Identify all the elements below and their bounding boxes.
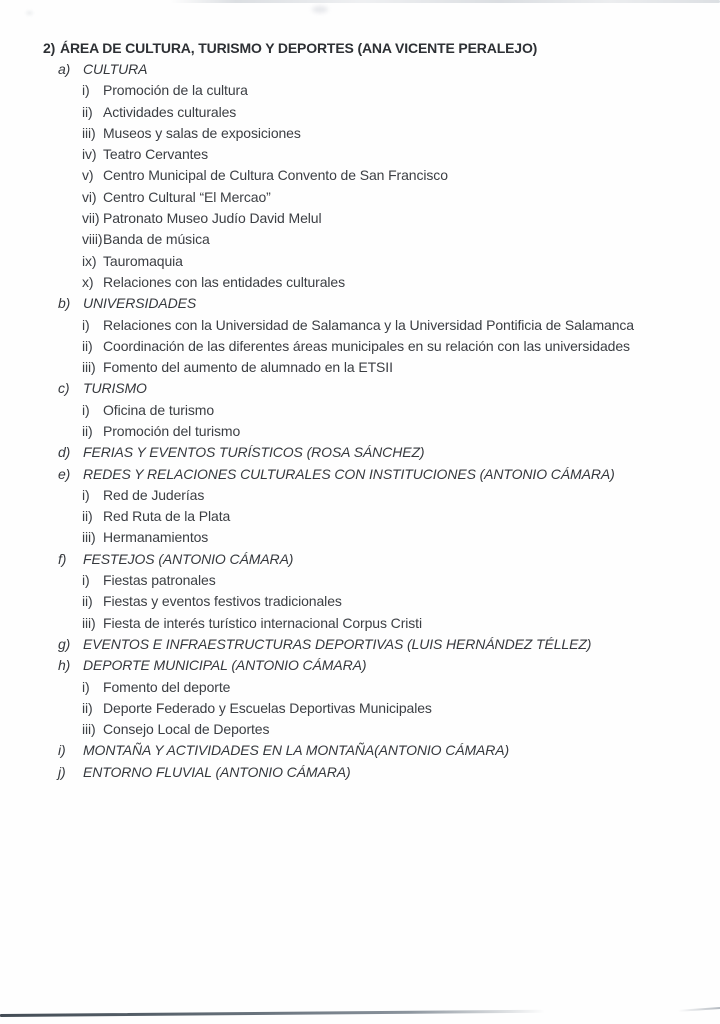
item-text: Coordinación de las diferentes áreas municipales en su relación con las universidades <box>103 337 630 354</box>
section-row <box>0 442 720 463</box>
list-item <box>0 676 720 697</box>
item-text: Deporte Federado y Escuelas Deportivas Municipales <box>103 699 432 716</box>
outline-section <box>0 655 720 740</box>
item-text: Red de Juderías <box>103 486 205 503</box>
section-letter: i) <box>58 742 66 759</box>
item-numeral: i) <box>82 82 90 99</box>
list-item <box>0 356 720 377</box>
item-numeral: iii) <box>82 721 96 738</box>
list-item <box>0 612 720 633</box>
section-title: CULTURA <box>83 60 148 77</box>
list-item <box>0 719 720 740</box>
list-item <box>0 335 720 356</box>
section-heading <box>0 37 720 58</box>
outline-section <box>0 463 720 548</box>
outline-section <box>0 740 720 761</box>
list-item <box>0 271 720 292</box>
section-row <box>0 378 720 399</box>
item-numeral: i) <box>82 486 90 503</box>
outline-section <box>0 633 720 654</box>
list-item <box>0 80 720 101</box>
item-text: Fiesta de interés turístico internacional Corpus Cristi <box>103 614 422 631</box>
item-text: Actividades culturales <box>103 103 237 120</box>
item-numeral: iv) <box>82 146 97 163</box>
item-numeral: v) <box>82 167 94 184</box>
scan-artifact-smudge-left <box>26 11 33 15</box>
item-numeral: i) <box>82 572 90 589</box>
outline-list <box>0 58 720 782</box>
item-numeral: i) <box>82 316 90 333</box>
page-title: ÁREA DE CULTURA, TURISMO Y DEPORTES (ANA VICENTE PERALEJO) <box>60 39 538 56</box>
item-text: Centro Cultural “El Mercao” <box>103 188 271 205</box>
item-text: Promoción de la cultura <box>103 82 248 99</box>
section-letter: g) <box>58 635 71 652</box>
document-content <box>0 37 720 782</box>
item-numeral: iii) <box>82 614 96 631</box>
item-numeral: ii) <box>82 422 93 439</box>
item-numeral: vii) <box>82 210 100 227</box>
section-letter: h) <box>58 657 71 674</box>
section-title: EVENTOS E INFRAESTRUCTURAS DEPORTIVAS (LUIS HERNÁNDEZ TÉLLEZ) <box>83 635 592 652</box>
item-text: Fomento del aumento de alumnado en la ETSII <box>103 359 393 376</box>
item-numeral: ii) <box>82 337 93 354</box>
list-item <box>0 314 720 335</box>
outline-section <box>0 293 720 378</box>
item-numeral: ii) <box>82 508 93 525</box>
item-numeral: ii) <box>82 699 93 716</box>
list-item <box>0 527 720 548</box>
item-numeral: ix) <box>82 252 97 269</box>
section-title: REDES Y RELACIONES CULTURALES CON INSTITUCIONES (ANTONIO CÁMARA) <box>83 465 615 482</box>
section-title: FESTEJOS (ANTONIO CÁMARA) <box>83 550 294 567</box>
item-numeral: viii) <box>82 231 103 248</box>
item-numeral: ii) <box>82 593 93 610</box>
item-text: Promoción del turismo <box>103 422 241 439</box>
list-item <box>0 399 720 420</box>
section-letter: b) <box>58 295 71 312</box>
item-text: Fiestas patronales <box>103 572 216 589</box>
section-letter: j) <box>58 763 66 780</box>
section-title: TURISMO <box>83 380 147 397</box>
item-numeral: iii) <box>82 359 96 376</box>
section-row <box>0 463 720 484</box>
section-title: DEPORTE MUNICIPAL (ANTONIO CÁMARA) <box>83 657 367 674</box>
list-item <box>0 420 720 441</box>
section-row <box>0 740 720 761</box>
scan-artifact-bottom-line <box>0 1010 545 1017</box>
list-item <box>0 484 720 505</box>
section-row <box>0 633 720 654</box>
scan-artifact-smudge <box>312 6 328 13</box>
list-item <box>0 591 720 612</box>
section-title: ENTORNO FLUVIAL (ANTONIO CÁMARA) <box>83 763 351 780</box>
list-item <box>0 229 720 250</box>
list-item <box>0 207 720 228</box>
section-title: MONTAÑA Y ACTIVIDADES EN LA MONTAÑA(ANTONIO CÁMARA) <box>83 742 510 759</box>
item-text: Centro Municipal de Cultura Convento de San Francisco <box>103 167 448 184</box>
scan-artifact-bottom-line-right <box>678 1007 720 1012</box>
list-item <box>0 506 720 527</box>
item-text: Fiestas y eventos festivos tradicionales <box>103 593 342 610</box>
list-item <box>0 186 720 207</box>
section-row <box>0 548 720 569</box>
section-letter: c) <box>58 380 70 397</box>
section-letter: f) <box>58 550 67 567</box>
item-text: Tauromaquia <box>103 252 183 269</box>
section-title: FERIAS Y EVENTOS TURÍSTICOS (ROSA SÁNCHEZ) <box>83 444 425 461</box>
item-text: Oficina de turismo <box>103 401 215 418</box>
section-letter: d) <box>58 444 71 461</box>
list-item <box>0 143 720 164</box>
item-text: Relaciones con las entidades culturales <box>103 273 346 290</box>
item-numeral: x) <box>82 273 94 290</box>
item-text: Museos y salas de exposiciones <box>103 124 301 141</box>
item-numeral: iii) <box>82 124 96 141</box>
outline-section <box>0 378 720 442</box>
section-title: UNIVERSIDADES <box>83 295 197 312</box>
item-text: Fomento del deporte <box>103 678 231 695</box>
section-letter: a) <box>58 60 71 77</box>
item-text: Relaciones con la Universidad de Salamanca y la Universidad Pontificia de Salamanca <box>103 316 634 333</box>
item-numeral: ii) <box>82 103 93 120</box>
scan-artifact-top-edge <box>170 0 720 3</box>
heading-number: 2) <box>43 39 56 56</box>
list-item <box>0 250 720 271</box>
outline-section <box>0 58 720 292</box>
item-text: Teatro Cervantes <box>103 146 209 163</box>
section-row <box>0 655 720 676</box>
list-item <box>0 101 720 122</box>
section-letter: e) <box>58 465 71 482</box>
item-numeral: i) <box>82 401 90 418</box>
section-row <box>0 293 720 314</box>
list-item <box>0 569 720 590</box>
item-numeral: i) <box>82 678 90 695</box>
item-text: Red Ruta de la Plata <box>103 508 231 525</box>
item-numeral: vi) <box>82 188 97 205</box>
item-text: Consejo Local de Deportes <box>103 721 270 738</box>
list-item <box>0 122 720 143</box>
section-row <box>0 761 720 782</box>
item-text: Banda de música <box>103 231 210 248</box>
outline-section <box>0 548 720 633</box>
outline-section <box>0 761 720 782</box>
list-item <box>0 697 720 718</box>
outline-section <box>0 442 720 463</box>
item-text: Hermanamientos <box>103 529 209 546</box>
item-numeral: iii) <box>82 529 96 546</box>
item-text: Patronato Museo Judío David Melul <box>103 210 322 227</box>
list-item <box>0 165 720 186</box>
section-row <box>0 58 720 79</box>
